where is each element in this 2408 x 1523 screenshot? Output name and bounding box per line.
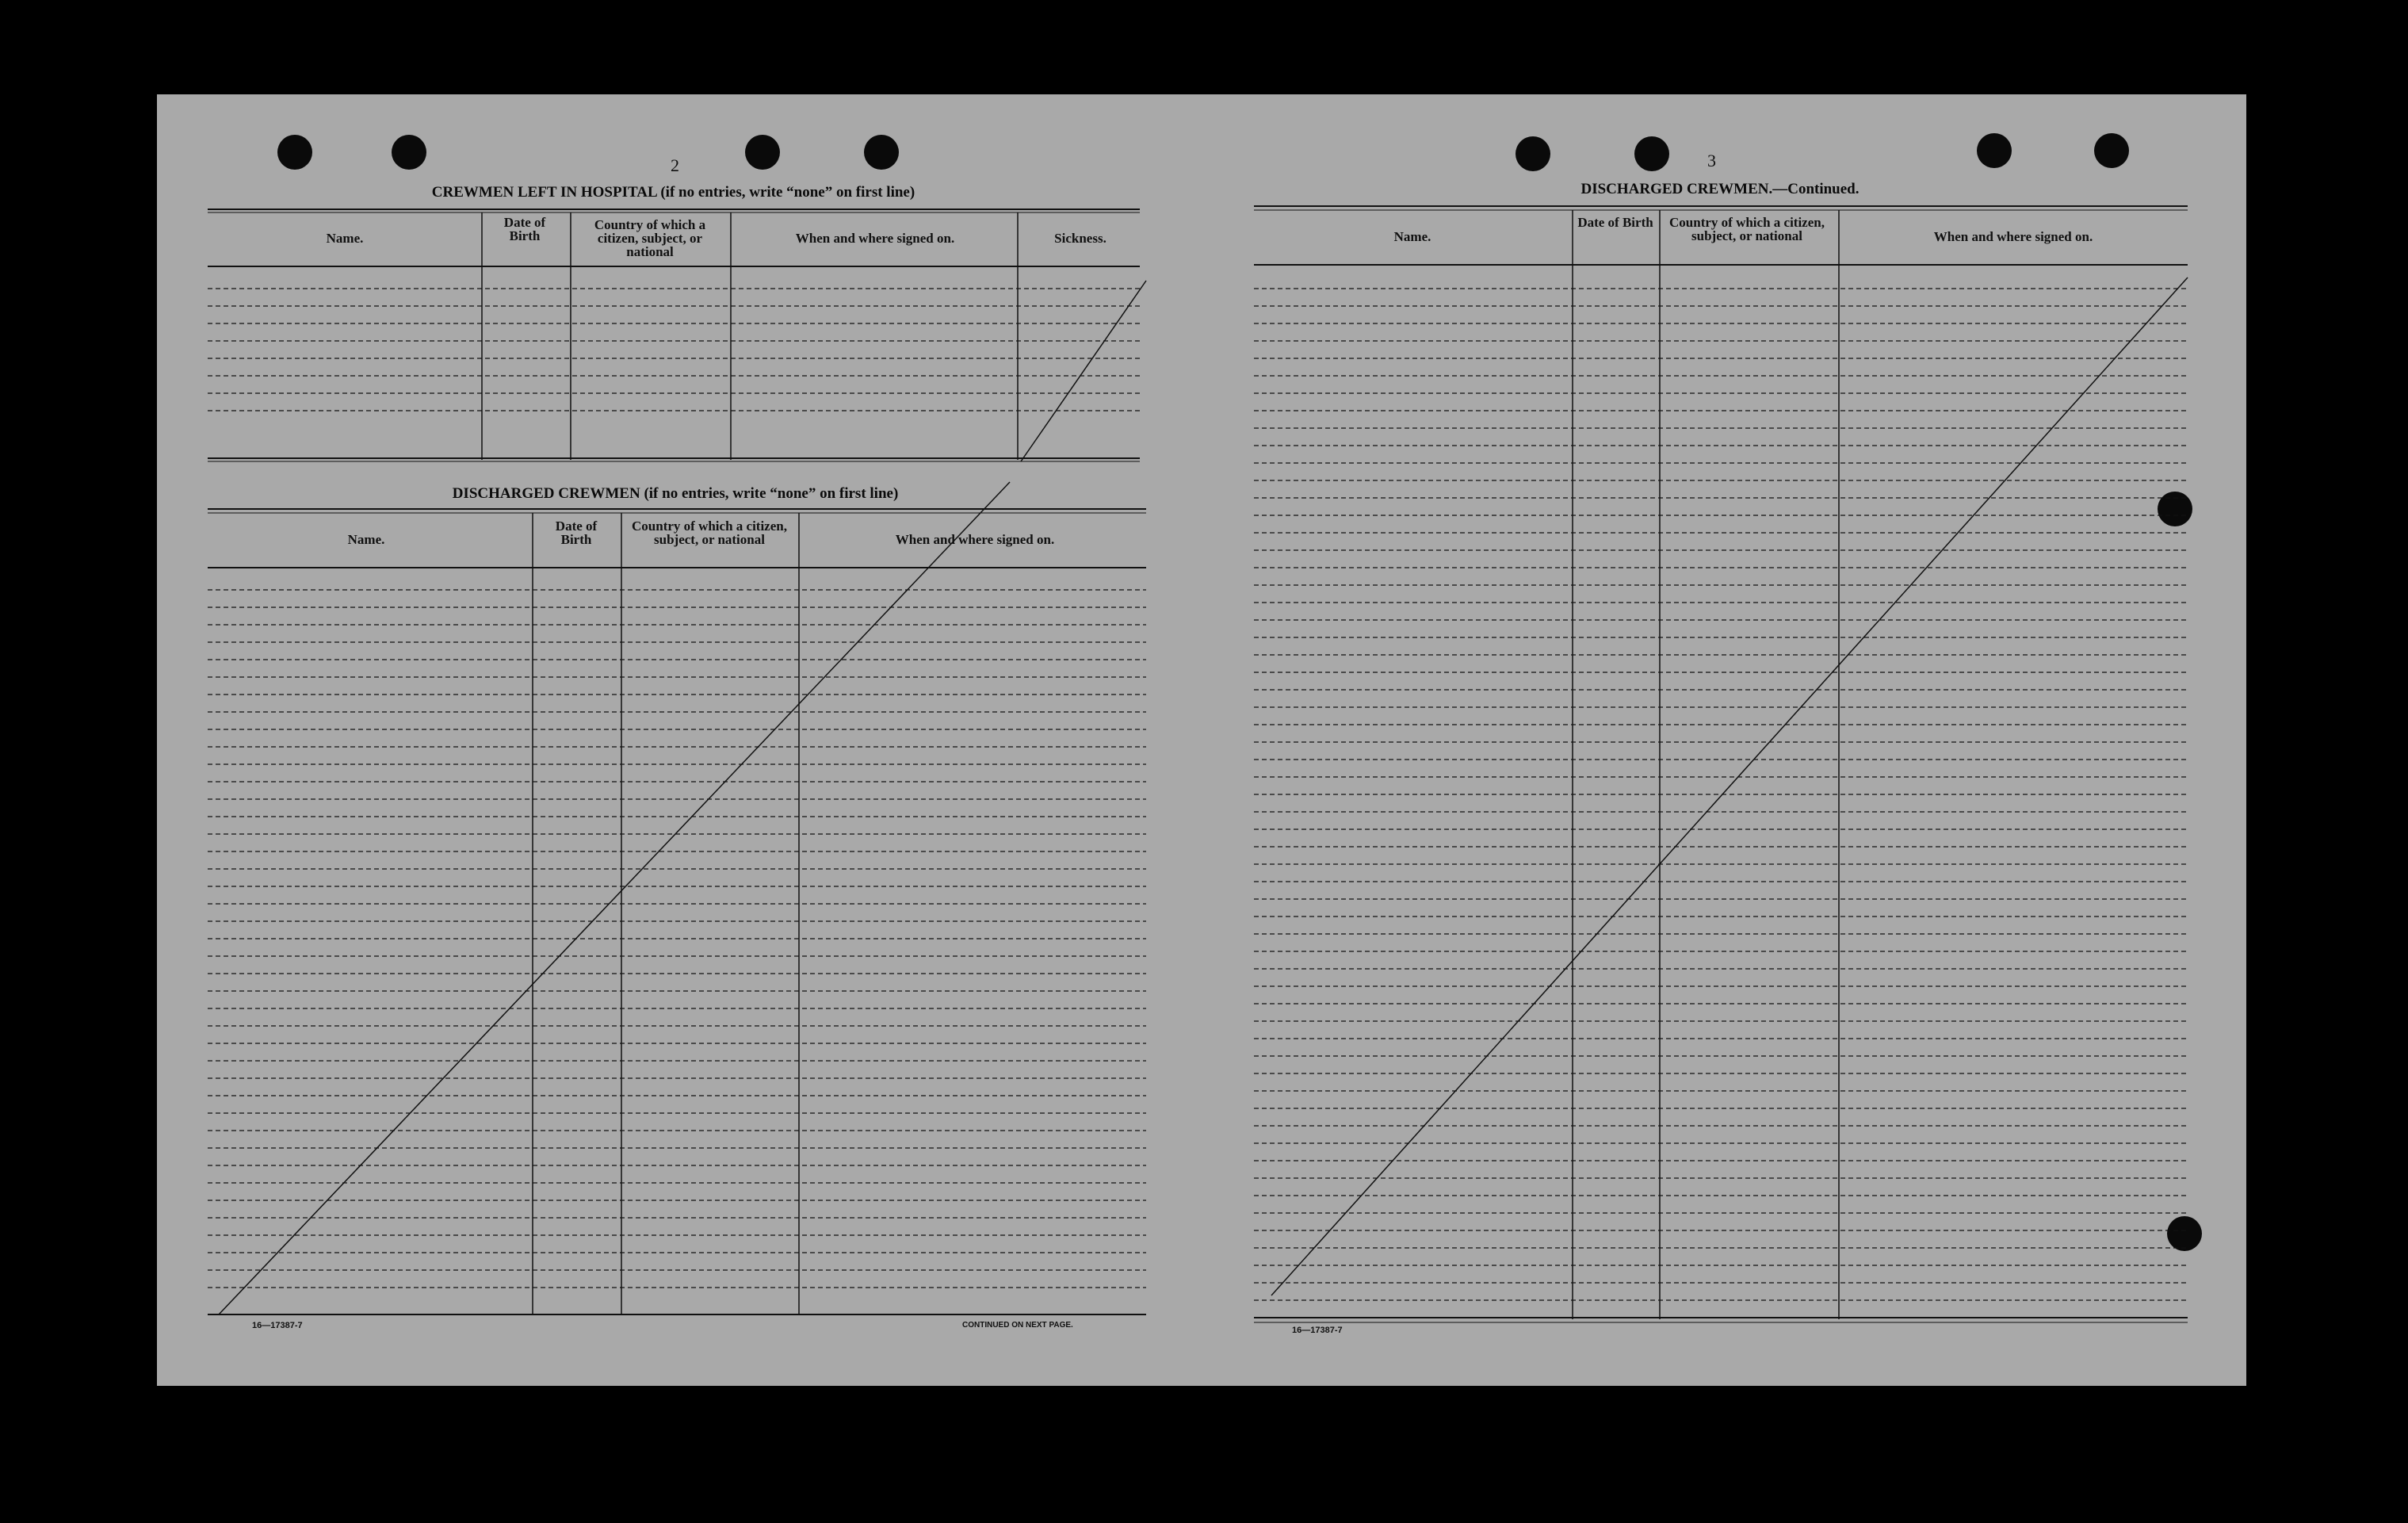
continued-col-name: Name.	[1393, 229, 1431, 244]
hospital-section-title: CREWMEN LEFT IN HOSPITAL (if no entries, write “none” on first line)	[431, 184, 915, 201]
strike-diagonal	[1021, 281, 1146, 461]
hospital-col-signed: When and where signed on.	[795, 231, 955, 246]
hospital-col-sickness: Sickness.	[1054, 231, 1107, 246]
page-number-left: 2	[671, 155, 679, 175]
hospital-col-name: Name.	[326, 231, 364, 246]
continued-col-signed: When and where signed on.	[1933, 229, 2093, 244]
discharged-section-title: DISCHARGED CREWMEN (if no entries, write “none” on first line)	[452, 485, 899, 502]
hospital-col-dob: Date of Birth	[503, 215, 546, 243]
continued-note: CONTINUED ON NEXT PAGE.	[962, 1321, 1073, 1330]
page-number-right: 3	[1707, 151, 1716, 170]
form-number-left: 16—17387-7	[252, 1321, 303, 1330]
discharged-col-country: Country of which a citizen, subject, or national	[632, 519, 787, 547]
continued-col-dob: Date of Birth	[1577, 215, 1653, 230]
discharged-col-name: Name.	[347, 532, 385, 547]
discharged-col-signed: When and where signed on.	[895, 532, 1055, 547]
hospital-col-country: Country of which a citizen, subject, or national	[594, 217, 706, 259]
discharged-col-dob: Date of Birth	[555, 519, 598, 547]
continued-col-country: Country of which a citizen, subject, or national	[1669, 215, 1825, 243]
form-number-right: 16—17387-7	[1292, 1326, 1343, 1335]
discharged-continued-title: DISCHARGED CREWMEN.—Continued.	[1580, 181, 1860, 197]
